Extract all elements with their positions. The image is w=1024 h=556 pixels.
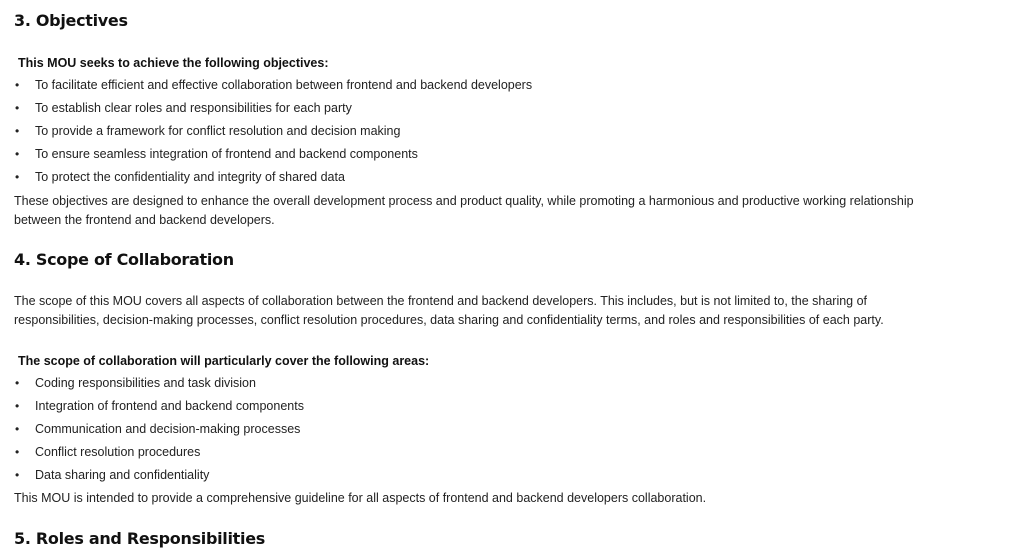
list-item: • To facilitate efficient and effective collaboration between frontend and backend developers xyxy=(14,74,532,97)
objectives-closing-paragraph: These objectives are designed to enhance the overall development process and product quality, while promoting a harmonious and productive working relationship between the frontend and backend developers. xyxy=(14,194,914,227)
section-heading-objectives: 3. Objectives xyxy=(14,11,128,30)
list-item: • To ensure seamless integration of frontend and backend components xyxy=(14,143,532,166)
section-heading-scope: 4. Scope of Collaboration xyxy=(14,250,234,269)
list-item: • Conflict resolution procedures xyxy=(14,441,304,464)
scope-lead: The scope of collaboration will particularly cover the following areas: xyxy=(18,354,430,368)
scope-intro-paragraph: The scope of this MOU covers all aspects of collaboration between the frontend and backend developers. This includes, but is not limited to, the sharing of responsibilities, decision-making processes, conflict resolution procedures, data sharing and confidentiality terms, and roles and responsibilities of each party. xyxy=(14,294,884,327)
list-item: • Communication and decision-making processes xyxy=(14,418,304,441)
scope-closing-paragraph: This MOU is intended to provide a comprehensive guideline for all aspects of frontend and backend developers collaboration. xyxy=(14,491,707,505)
list-item: • To establish clear roles and responsibilities for each party xyxy=(14,97,532,120)
objectives-list xyxy=(14,74,532,189)
list-item: • To protect the confidentiality and integrity of shared data xyxy=(14,166,532,189)
list-item: • Coding responsibilities and task division xyxy=(14,372,304,395)
section-heading-roles: 5. Roles and Responsibilities xyxy=(14,529,265,548)
list-item: • Data sharing and confidentiality xyxy=(14,464,304,487)
list-item: • Integration of frontend and backend components xyxy=(14,395,304,418)
scope-list xyxy=(14,372,304,487)
objectives-lead: This MOU seeks to achieve the following objectives: xyxy=(18,56,329,70)
list-item: • To provide a framework for conflict resolution and decision making xyxy=(14,120,532,143)
